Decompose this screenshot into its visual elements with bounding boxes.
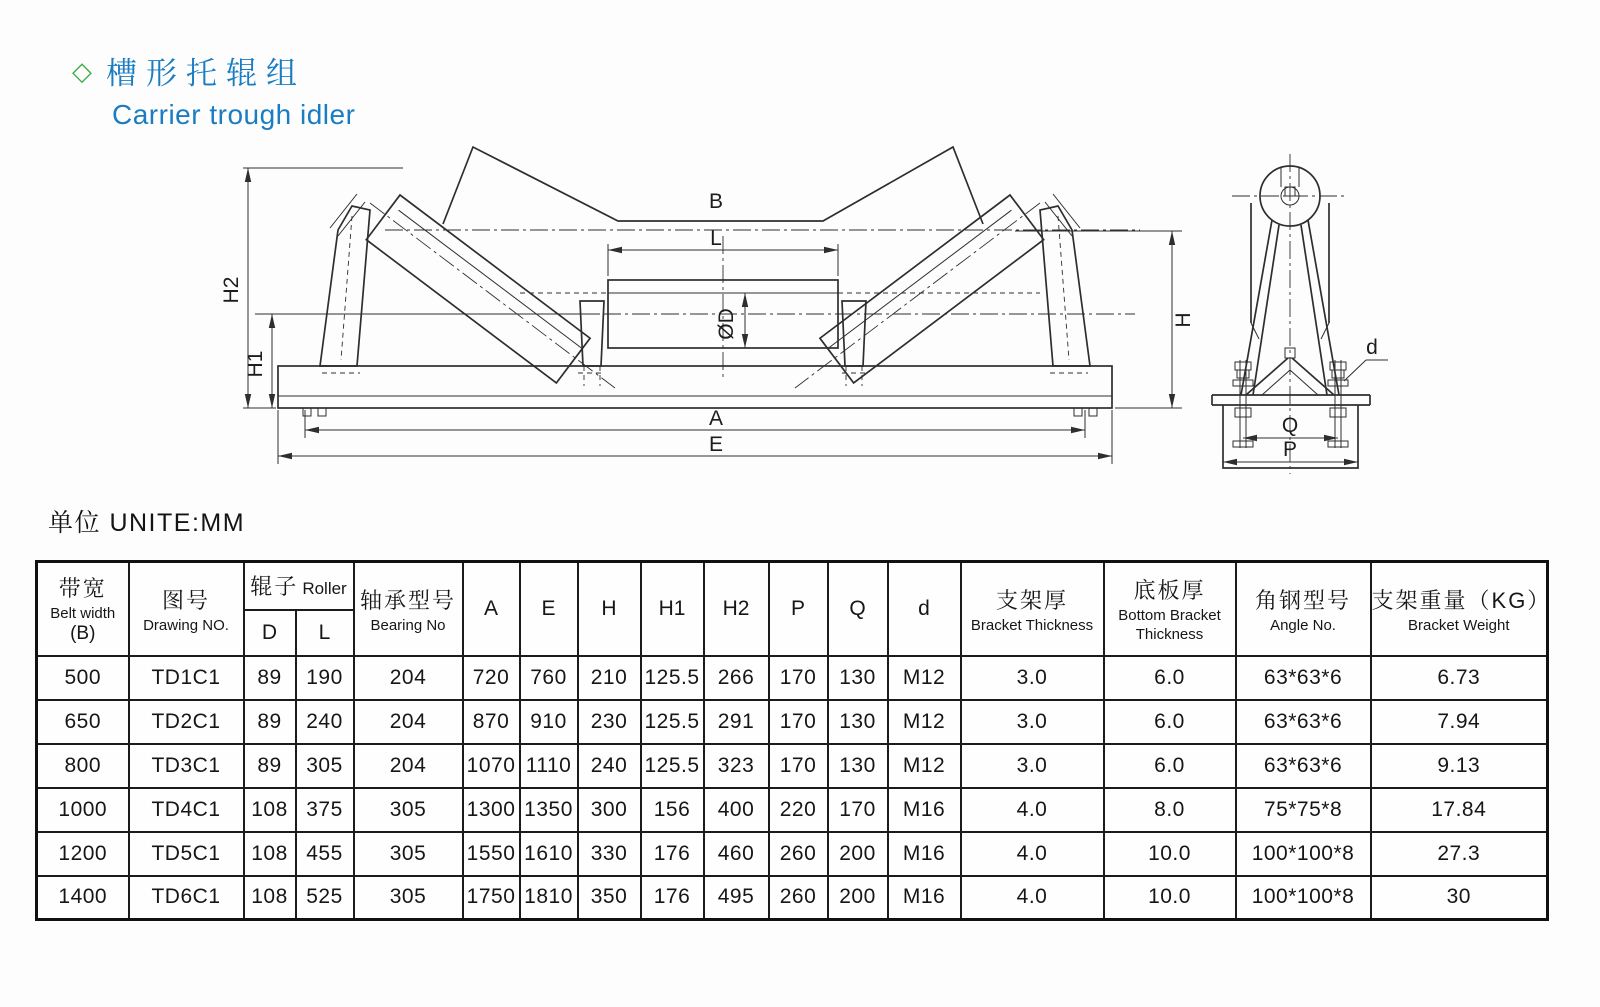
spec-cell: 1350 [520,788,578,832]
col-header-roller-D: D [244,610,296,656]
spec-cell: 6.0 [1104,700,1236,744]
spec-cell: 305 [296,744,354,788]
col-header-belt-width: 带宽 Belt width (B) [37,562,129,656]
spec-cell: 63*63*6 [1236,656,1371,700]
spec-cell: 4.0 [961,876,1104,920]
diamond-bullet-icon: ◇ [72,55,92,86]
col-header-P: P [769,562,828,656]
spec-cell: 1550 [463,832,520,876]
col-header-bearing: 轴承型号 Bearing No [354,562,463,656]
spec-cell: 170 [769,744,828,788]
spec-cell: 240 [296,700,354,744]
spec-cell: 27.3 [1371,832,1548,876]
col-header-drawing-no: 图号 Drawing NO. [129,562,244,656]
spec-cell: 260 [769,832,828,876]
spec-cell: 130 [828,700,888,744]
spec-cell: 305 [354,788,463,832]
spec-cell: 125.5 [641,656,704,700]
spec-cell: 260 [769,876,828,920]
spec-cell: 1610 [520,832,578,876]
col-header-H1: H1 [641,562,704,656]
col-header-d: d [888,562,961,656]
spec-cell: 305 [354,876,463,920]
spec-cell: 220 [769,788,828,832]
spec-cell: 89 [244,656,296,700]
spec-cell: TD2C1 [129,700,244,744]
spec-cell: 108 [244,876,296,920]
spec-cell: 30 [1371,876,1548,920]
col-header-angle-no: 角钢型号 Angle No. [1236,562,1371,656]
spec-cell: TD3C1 [129,744,244,788]
spec-cell: 350 [578,876,641,920]
dim-label-H1: H1 [244,350,267,378]
spec-cell: 200 [828,876,888,920]
spec-cell: 125.5 [641,700,704,744]
dim-label-d: d [1366,336,1378,359]
spec-cell: 870 [463,700,520,744]
spec-cell: 176 [641,832,704,876]
col-header-roller-L: L [296,610,354,656]
spec-cell: 240 [578,744,641,788]
spec-cell: 800 [37,744,129,788]
col-header-bracket-thickness: 支架厚 Bracket Thickness [961,562,1104,656]
spec-cell: 460 [704,832,769,876]
spec-cell: 176 [641,876,704,920]
spec-cell: 3.0 [961,744,1104,788]
spec-cell: 8.0 [1104,788,1236,832]
spec-cell: 89 [244,700,296,744]
dim-label-L: L [710,227,722,250]
spec-cell: M16 [888,832,961,876]
spec-cell: 3.0 [961,700,1104,744]
dim-label-A: A [708,407,724,430]
spec-cell: 650 [37,700,129,744]
dim-label-P: P [1282,438,1298,461]
spec-cell: 4.0 [961,788,1104,832]
spec-cell: 1810 [520,876,578,920]
spec-cell: 6.73 [1371,656,1548,700]
spec-cell: 190 [296,656,354,700]
col-header-E: E [520,562,578,656]
spec-cell: 130 [828,656,888,700]
spec-cell: 3.0 [961,656,1104,700]
table-row [37,656,1548,700]
spec-cell: 323 [704,744,769,788]
spec-cell: 204 [354,656,463,700]
front-view [255,147,1140,416]
spec-cell: 6.0 [1104,656,1236,700]
spec-cell: 720 [463,656,520,700]
table-row [37,700,1548,744]
spec-cell: M12 [888,744,961,788]
table-row [37,788,1548,832]
spec-cell: 210 [578,656,641,700]
spec-cell: 63*63*6 [1236,700,1371,744]
spec-cell: 910 [520,700,578,744]
dim-label-H: H [1172,312,1195,328]
spec-cell: 1070 [463,744,520,788]
dim-label-H2: H2 [220,276,243,304]
table-row [37,744,1548,788]
spec-cell: 170 [769,656,828,700]
spec-cell: 156 [641,788,704,832]
spec-cell: 375 [296,788,354,832]
spec-cell: 100*100*8 [1236,876,1371,920]
spec-cell: 89 [244,744,296,788]
spec-cell: TD6C1 [129,876,244,920]
spec-cell: 170 [828,788,888,832]
dim-label-E: E [708,433,724,456]
spec-cell: 108 [244,832,296,876]
spec-cell: 170 [769,700,828,744]
spec-cell: 1200 [37,832,129,876]
spec-cell: 17.84 [1371,788,1548,832]
spec-cell: 4.0 [961,832,1104,876]
spec-cell: 10.0 [1104,876,1236,920]
spec-cell: 495 [704,876,769,920]
spec-cell: 1000 [37,788,129,832]
col-header-H2: H2 [704,562,769,656]
col-header-bottom-bracket-thickness: 底板厚 Bottom Bracket Thickness [1104,562,1236,656]
spec-cell: 7.94 [1371,700,1548,744]
col-header-Q: Q [828,562,888,656]
spec-cell: 305 [354,832,463,876]
spec-table [35,560,1552,921]
spec-cell: TD4C1 [129,788,244,832]
dim-label-Q: Q [1281,414,1299,437]
spec-cell: 400 [704,788,769,832]
col-header-A: A [463,562,520,656]
spec-cell: 100*100*8 [1236,832,1371,876]
spec-cell: 10.0 [1104,832,1236,876]
spec-cell: 300 [578,788,641,832]
technical-drawing [0,108,1600,508]
spec-cell: 525 [296,876,354,920]
spec-table-wrap [35,560,1552,921]
spec-cell: 291 [704,700,769,744]
table-row [37,832,1548,876]
spec-cell: 200 [828,832,888,876]
spec-cell: 204 [354,744,463,788]
page-title-en: Carrier trough idler [112,99,356,130]
dim-label-OD: ØD [715,308,738,340]
dim-label-B: B [708,190,724,213]
spec-table-body [37,656,1548,920]
spec-cell: M12 [888,656,961,700]
spec-cell: 266 [704,656,769,700]
spec-cell: 6.0 [1104,744,1236,788]
spec-cell: 1300 [463,788,520,832]
spec-cell: 330 [578,832,641,876]
spec-cell: 108 [244,788,296,832]
spec-cell: 1750 [463,876,520,920]
spec-cell: M12 [888,700,961,744]
spec-cell: 500 [37,656,129,700]
page-title-zh: 槽形托辊组 [106,56,306,91]
spec-cell: 9.13 [1371,744,1548,788]
spec-cell: 204 [354,700,463,744]
spec-cell: 125.5 [641,744,704,788]
side-view [1212,154,1388,474]
spec-cell: 455 [296,832,354,876]
spec-cell: M16 [888,876,961,920]
spec-cell: 230 [578,700,641,744]
table-row [37,876,1548,920]
col-header-bracket-weight: 支架重量（KG） Bracket Weight [1371,562,1548,656]
spec-cell: 63*63*6 [1236,744,1371,788]
spec-cell: 130 [828,744,888,788]
spec-cell: 1110 [520,744,578,788]
spec-cell: TD5C1 [129,832,244,876]
spec-cell: 760 [520,656,578,700]
unit-note: 单位 UNITE:MM [48,509,246,537]
spec-cell: M16 [888,788,961,832]
spec-cell: TD1C1 [129,656,244,700]
col-header-H: H [578,562,641,656]
spec-cell: 1400 [37,876,129,920]
spec-cell: 75*75*8 [1236,788,1371,832]
col-header-roller: 辊子 Roller [244,562,354,610]
